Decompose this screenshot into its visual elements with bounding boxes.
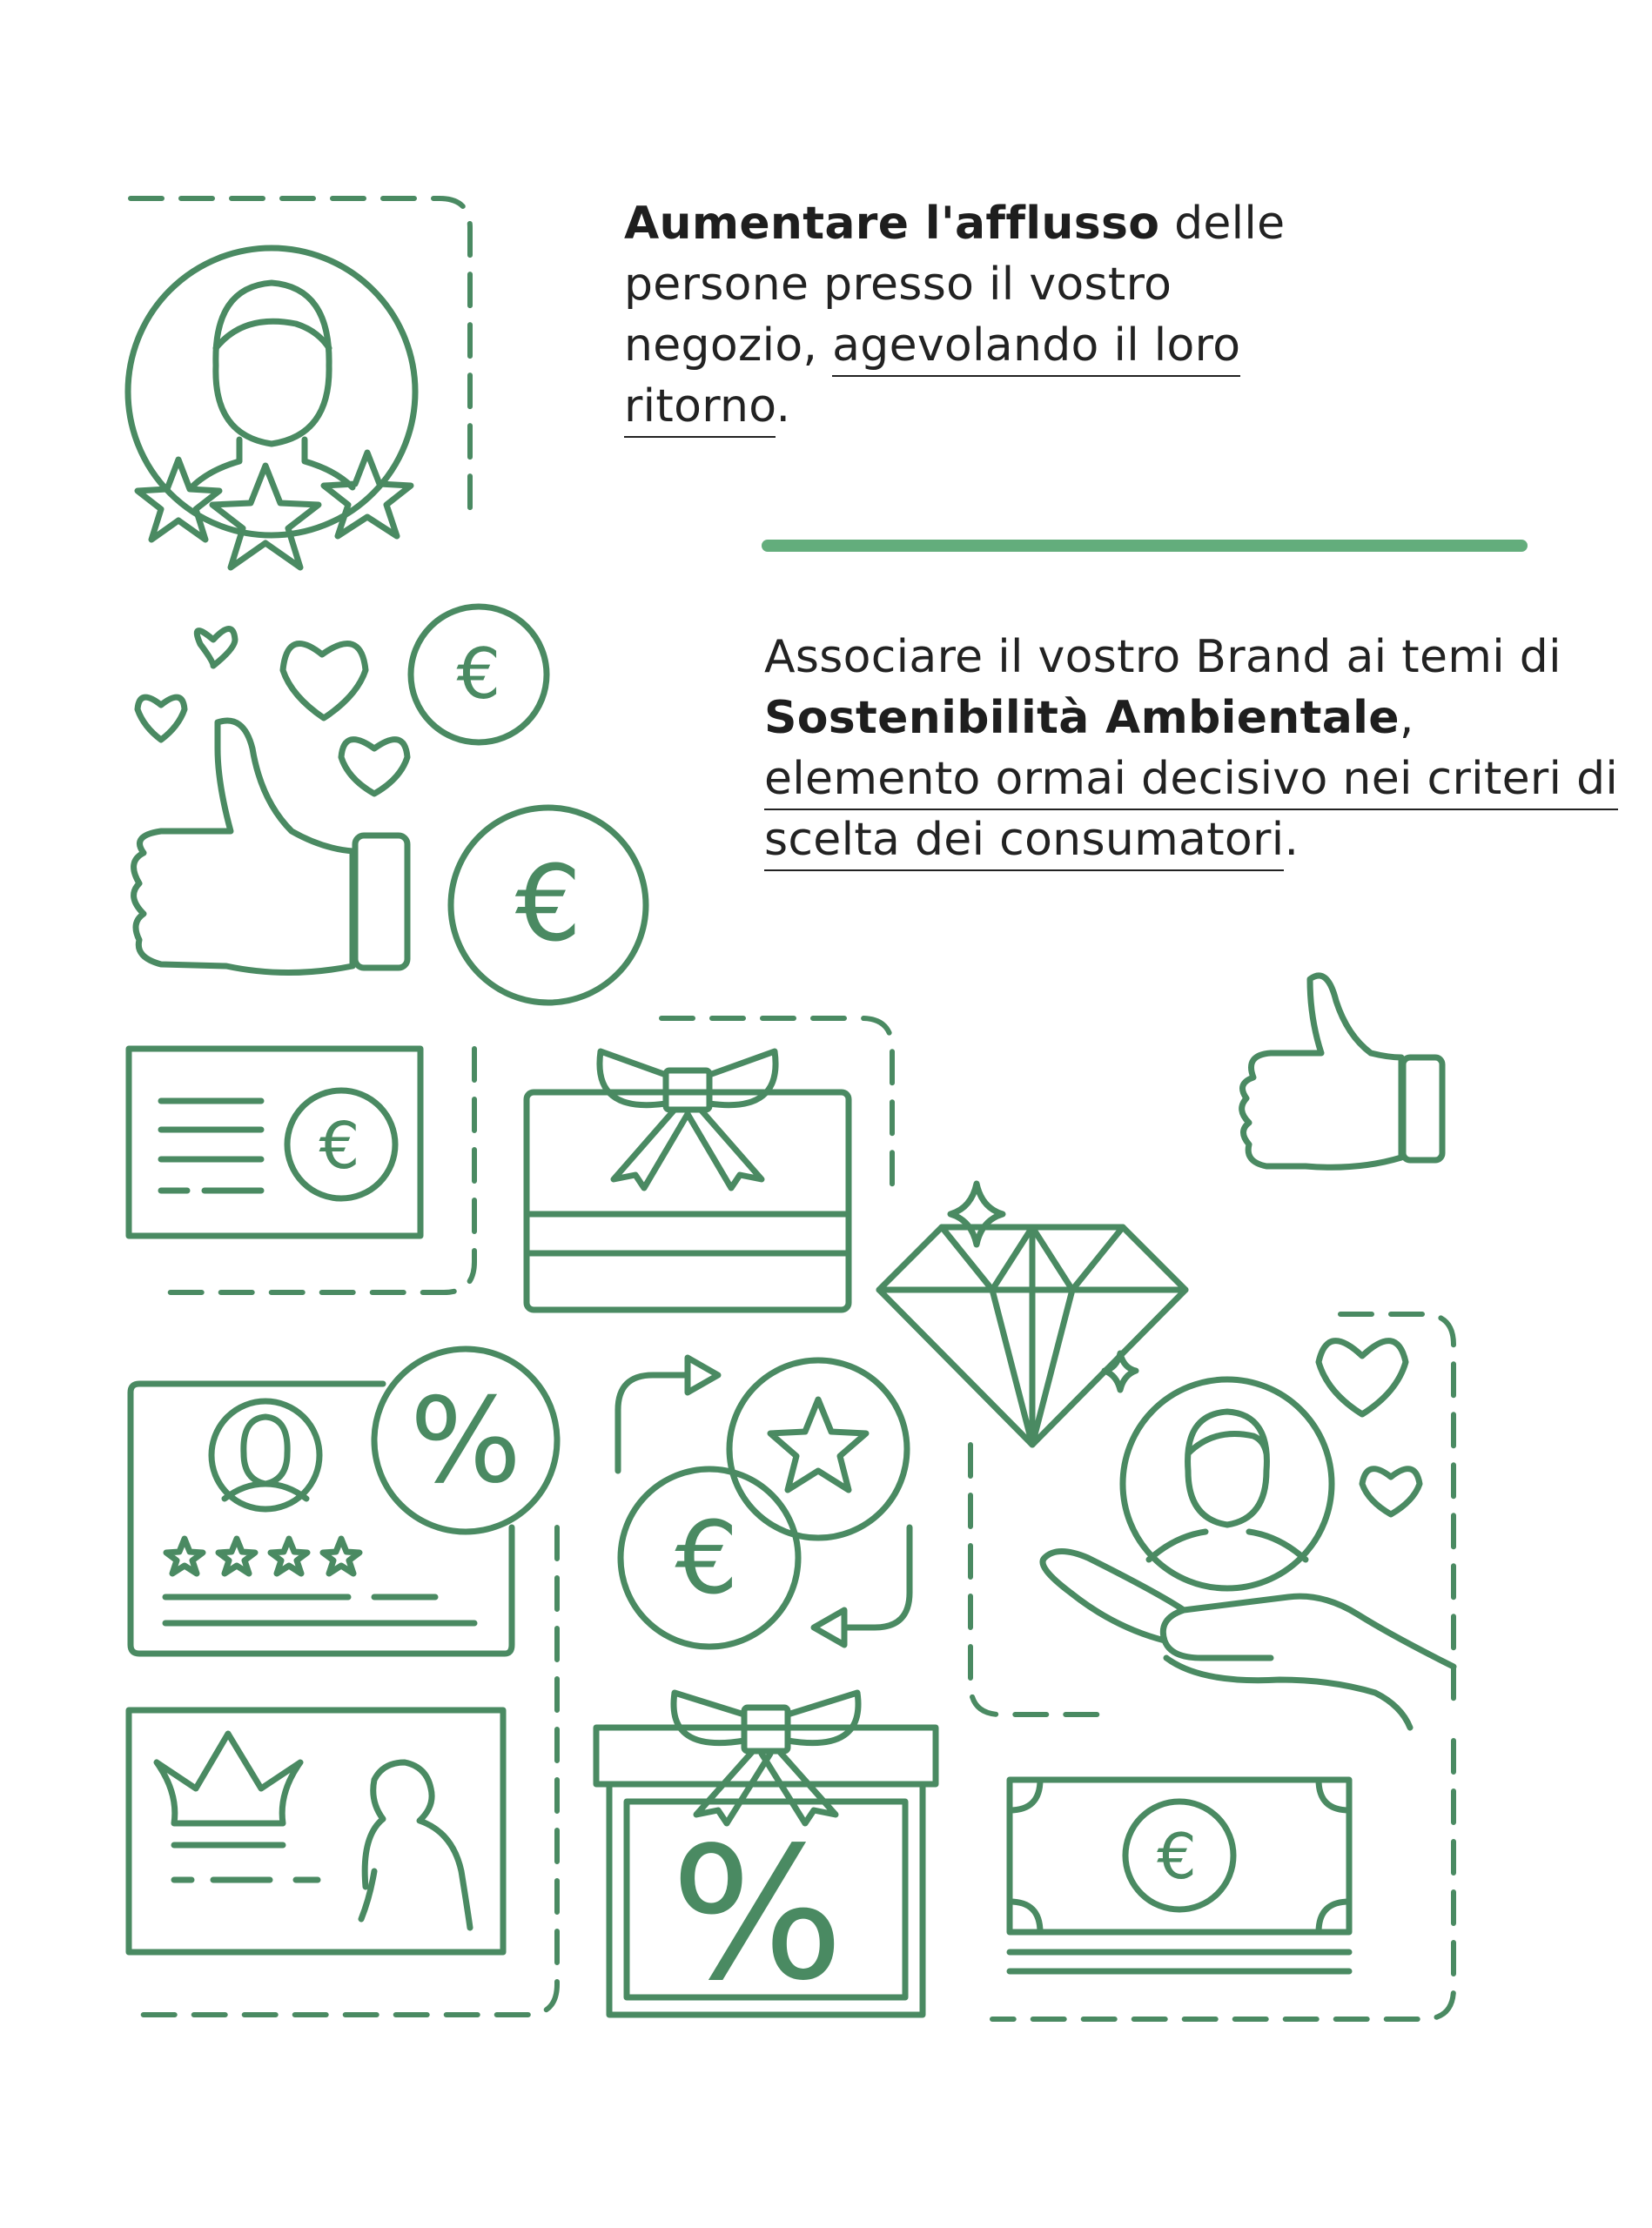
text-part: Associare il vostro Brand ai temi di [764, 631, 1561, 683]
euro-card-icon [129, 1049, 420, 1236]
text-part: , [1399, 692, 1414, 744]
diamond-icon [879, 1184, 1185, 1445]
banknote-icon [1010, 1780, 1349, 1971]
bold-phrase: Aumentare l'afflusso [624, 198, 1160, 250]
dashed-frame [970, 1445, 1114, 1715]
customer-care-icon [1043, 1341, 1454, 1728]
percent-symbol: % [670, 1808, 844, 2021]
text-part: . [1284, 814, 1299, 866]
bold-phrase: Sostenibilità Ambientale [764, 692, 1400, 744]
loyalty-card-icon [131, 1349, 557, 1654]
underlined-phrase: elemento ormai decisivo nei criteri di scelta dei consumatori [764, 753, 1618, 871]
thumbs-up-euro-icon [134, 607, 646, 1003]
dashed-frame [131, 1527, 557, 2015]
vip-card-icon [129, 1710, 503, 1952]
customer-rating-icon [128, 248, 415, 567]
text-part: delle persone presso il vostro negozio, [624, 198, 1286, 372]
euro-symbol: € [319, 1109, 360, 1184]
dashed-frame [152, 1049, 474, 1292]
underlined-phrase: agevolando il loro ritorno [624, 319, 1240, 438]
thumbs-up-icon [1242, 976, 1442, 1167]
text-part: . [776, 380, 791, 433]
euro-symbol: € [514, 844, 582, 965]
reward-cycle-icon [618, 1358, 910, 1647]
euro-symbol: € [1157, 1820, 1197, 1893]
gift-discount-icon [596, 1693, 936, 2021]
euro-symbol: € [456, 634, 501, 715]
gift-card-icon [527, 1051, 849, 1310]
euro-symbol: € [675, 1500, 739, 1617]
percent-symbol: % [409, 1372, 522, 1509]
dashed-frame [661, 1018, 892, 1188]
